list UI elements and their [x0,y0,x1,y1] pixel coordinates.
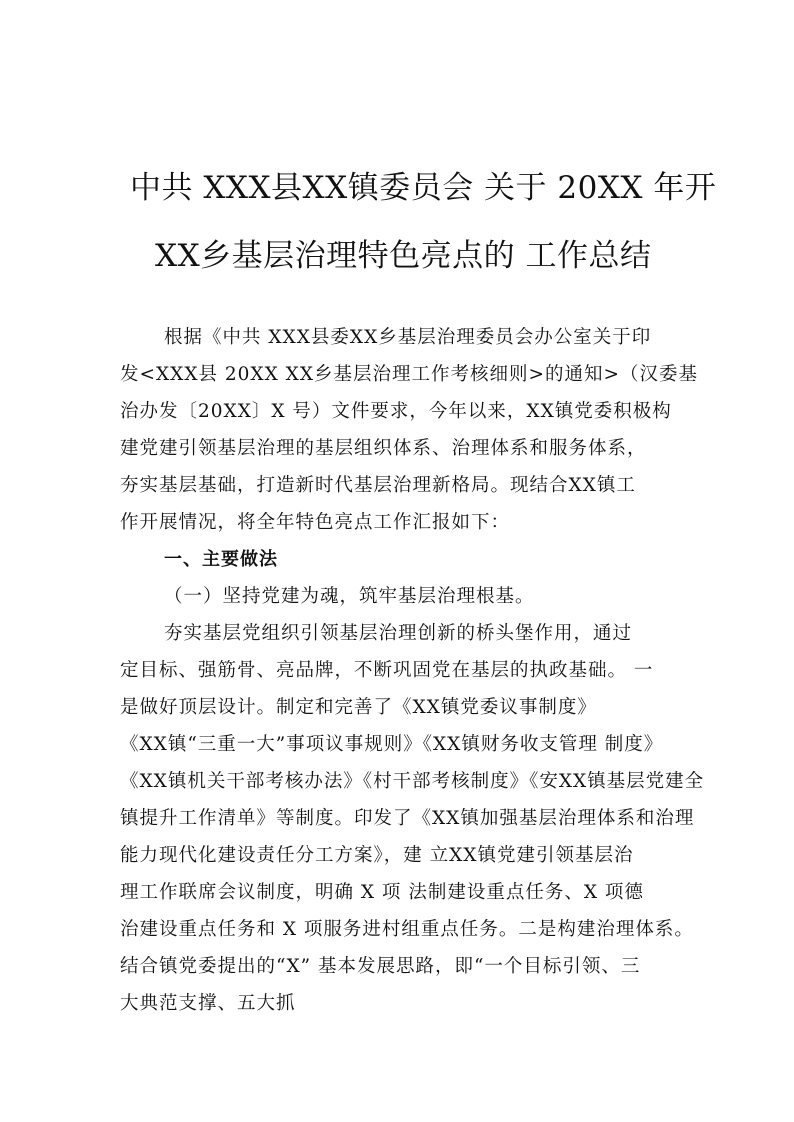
paragraph-line: 结合镇党委提出的“X” 基本发展思路，即“一个目标引领、三 [120,956,641,977]
paragraph-line: 镇提升工作清单》等制度。印发了《XX镇加强基层治理体系和治理 [120,808,695,829]
body-text [120,319,720,1022]
paragraph-line: 定目标、强筋骨、亮品牌，不断巩固党在基层的执政基础。 一 [120,660,654,681]
paragraph-line: 作开展情况，将全年特色亮点工作汇报如下： [120,512,511,533]
paragraph-line: 《XX镇机关干部考核办法》《村干部考核制度》《安XX镇基层党建全 [120,771,705,792]
paragraph-line: 《XX镇“三重一大”事项议事规则》《XX镇财务收支管理 制度》 [120,734,664,755]
paragraph-line: 建党建引领基层治理的基层组织体系、治理体系和服务体系， [120,438,647,459]
paragraph-line: 是做好顶层设计。制定和完善了《XX镇党委议事制度》 [120,697,597,718]
paragraph-line: 理工作联席会议制度，明确 X 项 法制建设重点任务、X 项德 [120,882,644,903]
paragraph-line: 发<XXX县 20XX XX乡基层治理工作考核细则>的通知>（汉委基 [120,364,698,385]
title-line-2: XX乡基层治理特色亮点的 工作总结 [155,238,652,274]
section-heading: 一、主要做法 [164,549,278,570]
paragraph-line: 根据《中共 XXX县委XX乡基层治理委员会办公室关于印 [164,327,652,348]
paragraph-line: 夯实基层基础，打造新时代基层治理新格局。现结合XX镇工 [120,475,636,496]
paragraph-line: 大典范支撑、五大抓 [120,993,296,1014]
paragraph-line: 治办发〔20XX〕X 号）文件要求，今年以来，XX镇党委积极构 [120,401,672,422]
paragraph-line: 夯实基层党组织引领基层治理创新的桥头堡作用，通过 [164,623,633,644]
subsection-heading: （一）坚持党建为魂，筑牢基层治理根基。 [164,586,535,607]
paragraph-line: 能力现代化建设责任分工方案》，建 立XX镇党建引领基层治 [120,845,634,866]
paragraph-line: 治建设重点任务和 X 项服务进村组重点任务。二是构建治理体系。 [120,919,694,940]
title-line-1: 中共 XXX县XX镇委员会 关于 20XX 年开 [130,170,717,206]
